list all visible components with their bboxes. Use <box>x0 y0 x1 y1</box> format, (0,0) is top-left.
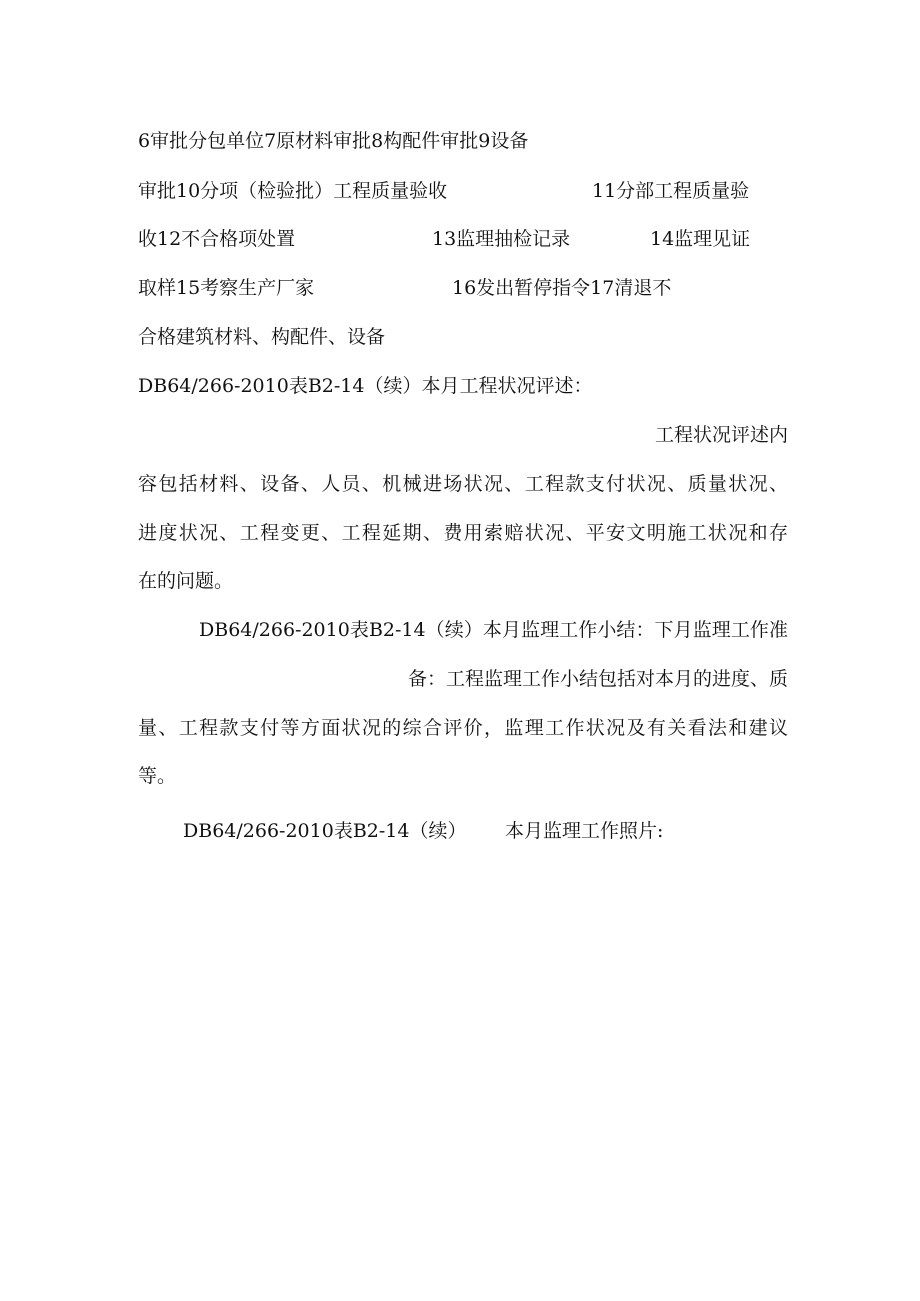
summary-text: 备：工程监理工作小结包括对本月的进度、质 <box>407 668 788 690</box>
status-heading-text: DB64/266-2010表B2-14（续）本月工程状况评述： <box>138 375 593 397</box>
summary-text-line-4 <box>138 761 788 791</box>
photos-heading <box>183 816 743 846</box>
item-list-text: 合格建筑材料、构配件、设备 <box>138 326 386 348</box>
photos-heading-title: 本月监理工作照片: <box>505 820 664 842</box>
status-text: 工程状况评述内 <box>654 424 788 446</box>
item-list-text: 13监理抽检记录 <box>432 228 571 250</box>
item-list-text: 取样15考察生产厂家 <box>138 277 315 299</box>
status-heading <box>138 371 788 401</box>
photos-heading-code: DB64/266-2010表B2-14（续） <box>183 820 467 842</box>
item-list-line-2 <box>138 176 788 206</box>
summary-heading: DB64/266-2010表B2-14（续）本月监理工作小结：下月监理工作准 <box>199 619 788 641</box>
status-text-line-4 <box>138 566 788 596</box>
item-list-text: 收12不合格项处置 <box>138 228 296 250</box>
item-list-text: 14监理见证 <box>650 228 751 250</box>
status-text: 在的问题。 <box>138 570 234 592</box>
item-list-line-5 <box>138 322 788 352</box>
status-text-line-1 <box>138 420 788 450</box>
item-list-line-4 <box>138 273 788 303</box>
item-list-line-1 <box>138 126 788 156</box>
status-text-line-2: 容包括材料、设备、人员、机械进场状况、工程款支付状况、质量状况、 <box>138 473 788 495</box>
item-list-line-3 <box>138 224 788 254</box>
status-text-line-3: 进度状况、工程变更、工程延期、费用索赔状况、平安文明施工状况和存 <box>138 522 788 544</box>
item-list-text: 6审批分包单位7原材料审批8构配件审批9设备 <box>138 130 529 152</box>
item-list-text: 16发出暂停指令17清退不 <box>452 277 672 299</box>
item-list-text: 审批10分项（检验批）工程质量验收 <box>138 180 448 202</box>
summary-text: 等。 <box>138 765 177 787</box>
summary-text-line-2 <box>138 664 788 694</box>
summary-text-line-3: 量、工程款支付等方面状况的综合评价，监理工作状况及有关看法和建议 <box>138 717 788 739</box>
item-list-text: 11分部工程质量验 <box>592 180 750 202</box>
